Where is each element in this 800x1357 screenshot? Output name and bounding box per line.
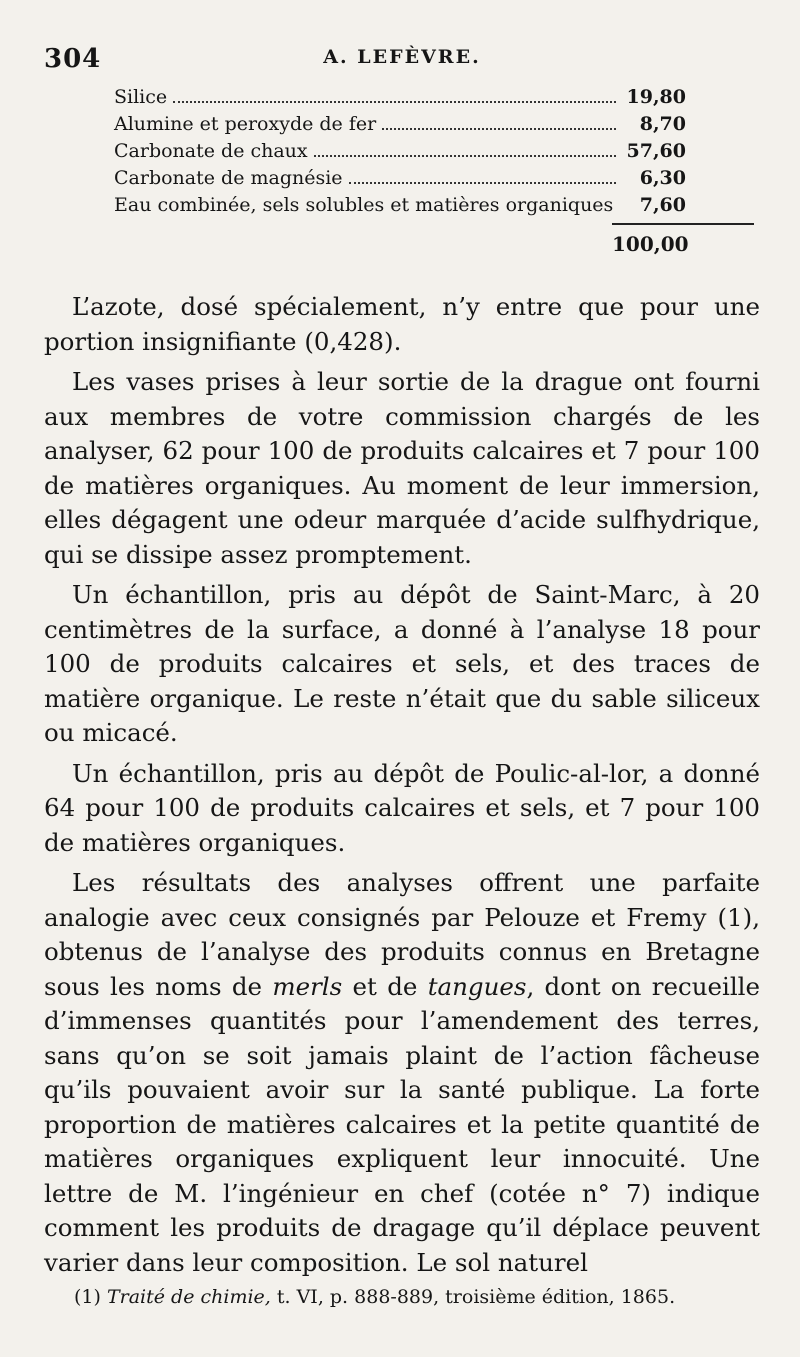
text-run: Les résultats des analyses offrent une parfaite analogie avec ceux consignés par Pelouze et Fremy (1), obtenus de l’analyse des produits connus en Bretagne sous les noms de [44,868,760,1001]
italic-term: tangues [427,971,527,1001]
body-text [44,290,760,1286]
text-run: , dont on recueille d’immenses quantités pour l’amendement des terres, sans qu’on se soit jamais plaint de l’action fâcheuse qu’ils pouvaient avoir sur la santé publique. La forte proportion de matières calcaires et la petite quantité de matières organiques expliquent leur innocuité. Une lettre de M. l’ingénieur en chef (cotée n° 7) indique comment les produits de dragage qu’il déplace peuvent varier dans leur composition. Le sol naturel [44,971,760,1277]
row-label: Alumine et peroxyde de fer [114,113,377,135]
table-row [114,86,686,113]
row-value: 57,60 [626,140,686,162]
table-row [114,140,686,167]
dot-leader [382,128,616,130]
text-run: et de [342,971,428,1001]
composition-table [114,86,686,221]
footnote-title: Traité de chimie, [106,1286,271,1308]
paragraph: Un échantillon, pris au dépôt de Poulic-al-lor, a donné 64 pour 100 de produits calcaires et sels, et 7 pour 100 de matières organiques. [44,758,760,857]
paragraph: Les vases prises à leur sortie de la drague ont fourni aux membres de votre commission chargés de les analyser, 62 pour 100 de produits calcaires et 7 pour 100 de matières organiques. Au moment de leur immersion, elles dégagent une odeur marquée d’acide sulfhydrique, qui se dissipe assez promptement. [44,367,760,569]
footnote [74,1286,754,1308]
footnote-text: t. VI, p. 888-889, troisième édition, 1865. [276,1286,676,1308]
running-head: A. LEFÈVRE. [323,46,481,68]
paragraph [44,866,760,1280]
italic-term: merls [272,971,343,1001]
paragraph: Un échantillon, pris au dépôt de Saint-Marc, à 20 centimètres de la surface, a donné à l’analyse 18 pour 100 de produits calcaires et sels, et des traces de matière organique. Le reste n’était que du sable siliceux ou micacé. [44,580,760,747]
table-row [114,194,686,221]
table-total: 100,00 [612,232,689,256]
footnote-marker: (1) [74,1286,101,1308]
row-label: Eau combinée, sels solubles et matières organiques [114,194,614,216]
page-header [44,40,760,80]
row-value: 19,80 [626,86,686,108]
page-number: 304 [44,44,102,74]
row-value: 7,60 [639,194,686,216]
table-row [114,113,686,140]
table-row [114,167,686,194]
row-label: Carbonate de chaux [114,140,308,162]
row-value: 8,70 [639,113,686,135]
dot-leader [349,182,616,184]
total-rule [612,223,754,225]
paragraph: L’azote, dosé spécialement, n’y entre que pour une portion insignifiante (0,428). [44,292,760,356]
row-value: 6,30 [639,167,686,189]
row-label: Carbonate de magnésie [114,167,343,189]
dot-leader [314,155,616,157]
dot-leader [173,101,616,103]
row-label: Silice [114,86,168,108]
